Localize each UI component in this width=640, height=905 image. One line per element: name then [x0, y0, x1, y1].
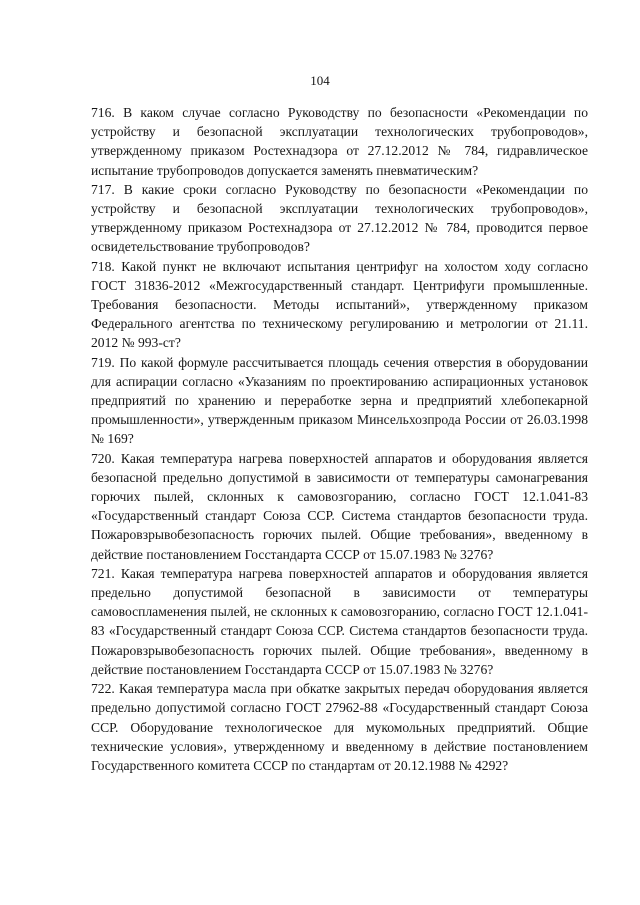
question-721: 721. Какая температура нагрева поверхностей аппаратов и оборудования является предельно допустимой безопасной в зависимости от температуры самовоспламенения пылей, не склонных к самовозгоранию, согласно ГОСТ 12.1.041-83 «Государственный стандарт Союза ССР. Система стандартов безопасности труда. Пожаровзрывобезопасность горючих пылей. Общие требования», введенному в действие постановлением Госстандарта СССР от 15.07.1983 № 3276? — [91, 565, 588, 677]
question-718: 718. Какой пункт не включают испытания центрифуг на холостом ходу согласно ГОСТ 31836-2012 «Межгосударственный стандарт. Центрифуги промышленные. Требования безопасности. Методы испытаний», утвержденному приказом Федерального агентства по техническому регулированию и метрологии от 21.11. 2012 № 993-ст? — [91, 258, 588, 351]
question-716: 716. В каком случае согласно Руководству по безопасности «Рекомендации по устройству и безопасной эксплуатации технологических трубопроводов», утвержденному приказом Ростехнадзора от 27.12.2012 № 784, гидравлическое испытание трубопроводов допускается заменять пневматическим? — [91, 105, 588, 178]
page-number: 104 — [310, 73, 330, 88]
question-720: 720. Какая температура нагрева поверхностей аппаратов и оборудования является безопасной предельно допустимой в зависимости от температуры самонагревания горючих пылей, склонных к самовозгоранию, согласно ГОСТ 12.1.041-83 «Государственный стандарт Союза ССР. Система стандартов безопасности труда. Пожаровзрывобезопасность горючих пылей. Общие требования», введенному в действие постановлением Госстандарта СССР от 15.07.1983 № 3276? — [91, 450, 588, 562]
question-list — [91, 103, 588, 775]
question-717: 717. В какие сроки согласно Руководству по безопасности «Рекомендации по устройству и безопасной эксплуатации технологических трубопроводов», утвержденному приказом Ростехнадзора от 27.12.2012 № 784, проводится первое освидетельствование трубопроводов? — [91, 181, 588, 255]
question-722: 722. Какая температура масла при обкатке закрытых передач оборудования является предельно допустимой согласно ГОСТ 27962-88 «Государственный стандарт Союза ССР. Оборудование технологическое для мукомольных предприятий. Общие технические условия», утвержденному и введенному в действие постановлением Государственного комитета СССР по стандартам от 20.12.1988 № 4292? — [91, 681, 588, 773]
question-719: 719. По какой формуле рассчитывается площадь сечения отверстия в оборудовании для аспирации согласно «Указаниям по проектированию аспирационных установок предприятий по хранению и переработке зерна и предприятий хлебопекарной промышленности», утвержденным приказом Минсельхозпрода России от 26.03.1998 № 169? — [91, 354, 588, 447]
